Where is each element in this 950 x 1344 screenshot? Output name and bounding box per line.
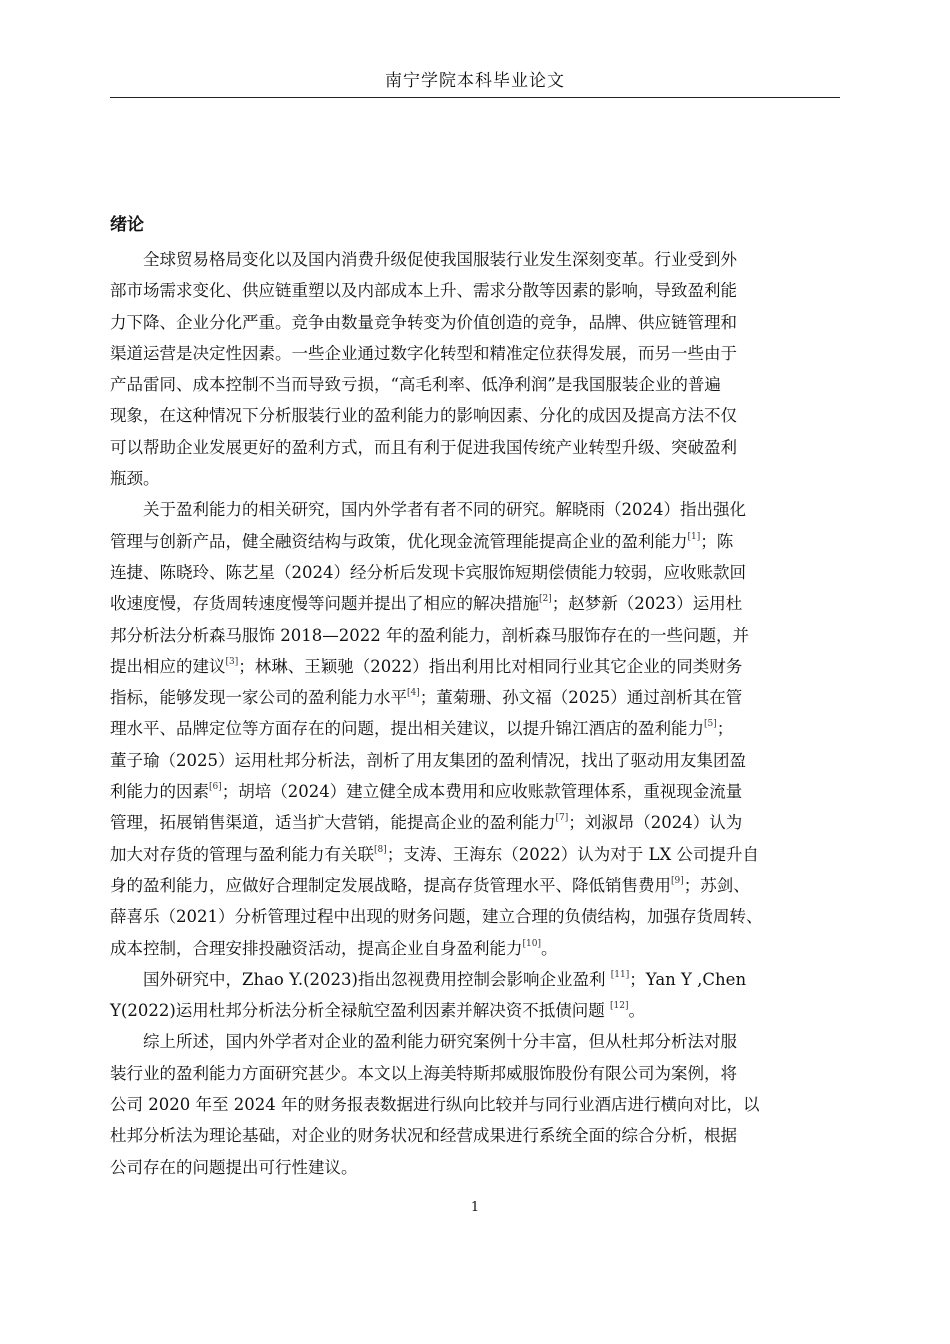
paragraph-line: 可以帮助企业发展更好的盈利方式，而且有利于促进我国传统产业转型升级、突破盈利 bbox=[110, 437, 737, 457]
paragraph-line: 部市场需求变化、供应链重塑以及内部成本上升、需求分散等因素的影响，导致盈利能 bbox=[110, 281, 737, 301]
paragraph-line: 提出相应的建议[3]；林琳、王颖驰（2022）指出利用比对相同行业其它企业的同类财务 bbox=[110, 656, 743, 676]
citation-marker: [8] bbox=[374, 844, 387, 855]
paragraph-line: 身的盈利能力，应做好合理制定发展战略，提高存货管理水平、降低销售费用[9]；苏剑、 bbox=[110, 875, 750, 895]
paragraph bbox=[110, 1026, 840, 1182]
paragraph-line: 瓶颈。 bbox=[110, 469, 160, 489]
paragraph bbox=[110, 964, 840, 1027]
citation-marker: [10] bbox=[522, 938, 541, 949]
paragraph-line: 渠道运营是决定性因素。一些企业通过数字化转型和精准定位获得发展，而另一些由于 bbox=[110, 343, 737, 363]
paragraph-line: 收速度慢，存货周转速度慢等问题并提出了相应的解决措施[2]；赵梦新（2023）运用杜 bbox=[110, 594, 743, 614]
paragraph-line: 连捷、陈晓玲、陈艺星（2024）经分析后发现卡宾服饰短期偿债能力较弱，应收账款回 bbox=[110, 562, 746, 582]
paragraph-line: 董子瑜（2025）运用杜邦分析法，剖析了用友集团的盈利情况，找出了驱动用友集团盈 bbox=[110, 750, 746, 770]
paragraph-line: 理水平、品牌定位等方面存在的问题，提出相关建议，以提升锦江酒店的盈利能力[5]； bbox=[110, 719, 734, 739]
citation-marker: [5] bbox=[704, 719, 717, 730]
citation-marker: [7] bbox=[555, 813, 569, 824]
paragraph-line: Y(2022)运用杜邦分析法分析全禄航空盈利因素并解决资不抵债问题 [12]。 bbox=[110, 1001, 645, 1021]
paragraphs bbox=[110, 244, 840, 1183]
citation-marker: [6] bbox=[209, 782, 222, 793]
citation-marker: [2] bbox=[539, 594, 552, 605]
header-rule bbox=[110, 97, 840, 98]
paragraph-line: 力下降、企业分化严重。竞争由数量竞争转变为价值创造的竞争，品牌、供应链管理和 bbox=[110, 312, 737, 332]
paragraph-line: 公司存在的问题提出可行性建议。 bbox=[110, 1157, 358, 1177]
paragraph-line: 综上所述，国内外学者对企业的盈利能力研究案例十分丰富，但从杜邦分析法对服 bbox=[143, 1032, 737, 1052]
paragraph-line: 管理与创新产品，健全融资结构与政策，优化现金流管理能提高企业的盈利能力[1]；陈 bbox=[110, 531, 734, 551]
paragraph-line: 利能力的因素[6]；胡培（2024）建立健全成本费用和应收账款管理体系，重视现金流量 bbox=[110, 782, 743, 802]
paragraph-line: 成本控制，合理安排投融资活动，提高企业自身盈利能力[10]。 bbox=[110, 938, 558, 958]
paragraph-line: 加大对存货的管理与盈利能力有关联[8]；支涛、王海东（2022）认为对于 LX 公司提升自 bbox=[110, 844, 759, 864]
paragraph bbox=[110, 494, 840, 963]
citation-marker: [3] bbox=[225, 656, 239, 667]
paragraph-line: 产品雷同、成本控制不当而导致亏损，“高毛利率、低净利润”是我国服装企业的普遍 bbox=[110, 375, 721, 395]
paragraph-line: 薛喜乐（2021）分析管理过程中出现的财务问题，建立合理的负债结构，加强存货周转、 bbox=[110, 907, 763, 927]
paragraph-line: 国外研究中，Zhao Y.(2023)指出忽视费用控制会影响企业盈利 [11]；Yan Y ,Chen bbox=[143, 969, 747, 989]
citation-marker: [11] bbox=[610, 969, 630, 980]
paragraph-line: 杜邦分析法为理论基础，对企业的财务状况和经营成果进行系统全面的综合分析，根据 bbox=[110, 1126, 737, 1146]
paragraph-line: 装行业的盈利能力方面研究甚少。本文以上海美特斯邦威服饰股份有限公司为案例，将 bbox=[110, 1063, 737, 1083]
paragraph bbox=[110, 244, 840, 494]
paragraph-line: 管理，拓展销售渠道，适当扩大营销，能提高企业的盈利能力[7]；刘淑昂（2024）认为 bbox=[110, 813, 743, 833]
body-text bbox=[110, 210, 840, 1183]
citation-marker: [1] bbox=[687, 531, 701, 542]
paragraph-line: 公司 2020 年至 2024 年的财务报表数据进行纵向比较并与同行业酒店进行横向对比，以 bbox=[110, 1095, 760, 1115]
citation-marker: [12] bbox=[610, 1001, 629, 1012]
page-number: 1 bbox=[470, 1200, 480, 1215]
citation-marker: [4] bbox=[407, 688, 420, 699]
paragraph-line: 全球贸易格局变化以及国内消费升级促使我国服装行业发生深刻变革。行业受到外 bbox=[143, 250, 737, 269]
paragraph-line: 邦分析法分析森马服饰 2018—2022 年的盈利能力，剖析森马服饰存在的一些问题，并 bbox=[110, 625, 749, 645]
section-title: 绪论 bbox=[110, 215, 144, 235]
paragraph-line: 现象，在这种情况下分析服装行业的盈利能力的影响因素、分化的成因及提高方法不仅 bbox=[110, 406, 737, 426]
page-header: 南宁学院本科毕业论文 bbox=[385, 71, 565, 91]
paragraph-line: 关于盈利能力的相关研究，国内外学者有者不同的研究。解晓雨（2024）指出强化 bbox=[143, 500, 746, 520]
citation-marker: [9] bbox=[671, 875, 684, 886]
paragraph-line: 指标，能够发现一家公司的盈利能力水平[4]；董菊珊、孙文福（2025）通过剖析其在管 bbox=[110, 688, 743, 708]
